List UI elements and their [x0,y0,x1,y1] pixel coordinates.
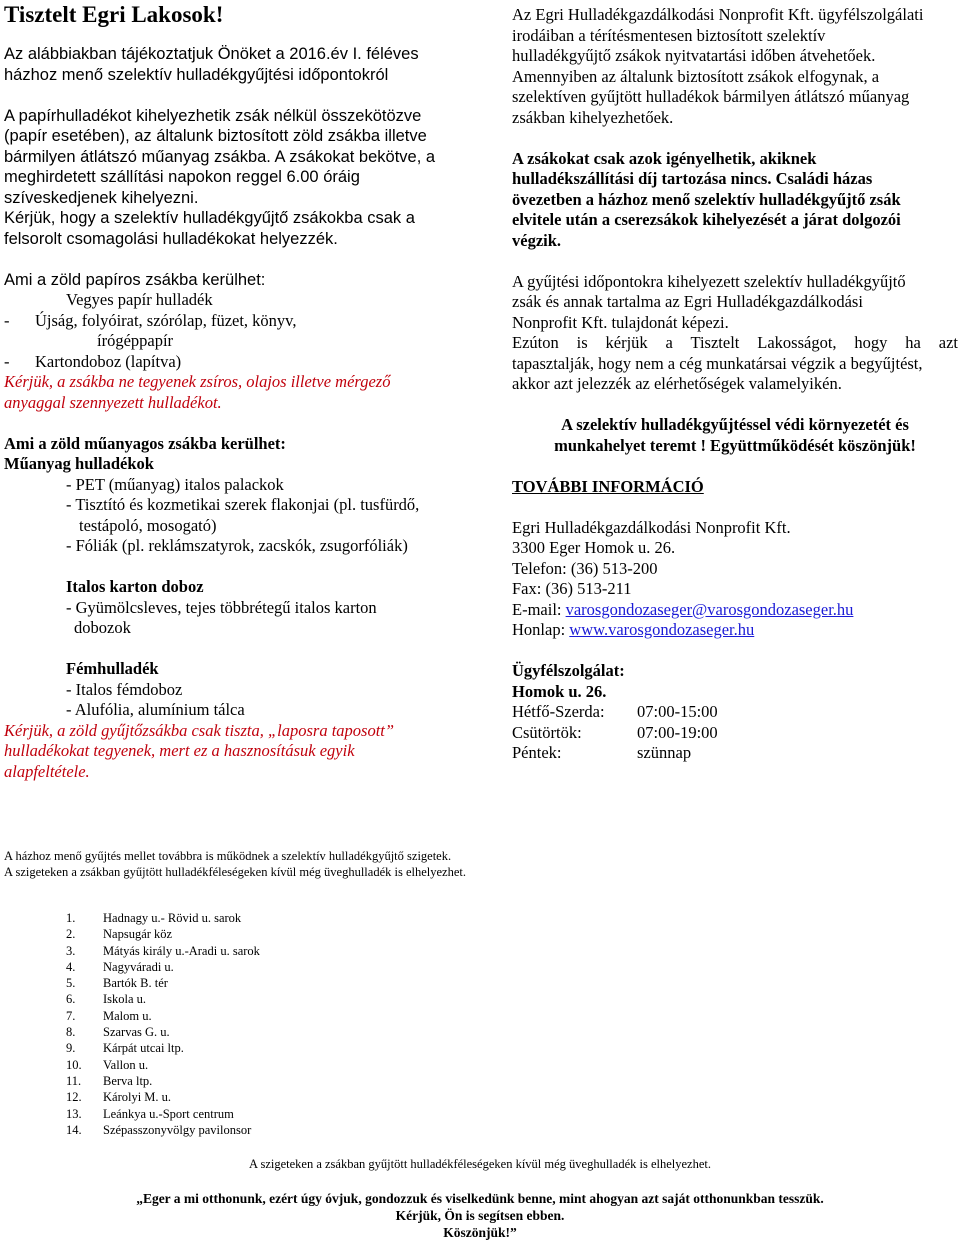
closing-line: Kérjük, Ön is segítsen ebben. [395,1208,565,1223]
ownership-line: akkor azt jelezzék az elérhetőségek valamelyikén. [512,374,842,393]
islands-note-line: A szigeteken a zsákban gyűjtött hulladékféleségeken kívül még üveghulladék is elhelyezhet. [4,865,466,879]
phone-number: Telefon: (36) 513-200 [512,558,658,578]
paper-bag-heading: Ami a zöld papíros zsákba kerülhet: [4,270,266,289]
paper-bag-item-cont: írógéppapír [97,331,174,350]
plastic-bag-warning: alapfeltétele. [4,761,90,781]
eligibility-line: elvitele után a cserezsákok kihelyezését a járat dolgozói [512,210,901,229]
bag-pickup-line: hulladékgyűjtő zsákok nyitvatartási időben átvehetőek. [512,46,876,65]
service-heading: Ügyfélszolgálat: [512,661,625,680]
closing-quote [0,1190,960,1241]
island-number: 5. [66,976,76,991]
islands-note [4,848,954,880]
paper-bag-subheading: Vegyes papír hulladék [66,290,213,309]
paper-info-line: A papírhulladékot kihelyezhetik zsák nélkül összekötözve [4,106,422,125]
bag-pickup-line: Amennyiben az általunk biztosított zsákok elfogynak, a [512,66,880,86]
eligibility-line: A zsákokat csak azok igényelhetik, akiknek [512,148,817,168]
island-number: 6. [66,992,76,1007]
paper-info-paragraph [4,106,480,250]
plastic-bag-section [4,434,480,783]
paper-bag-section [4,270,480,414]
email-row [512,600,958,621]
service-block [512,661,958,764]
email-link[interactable]: varosgondozaseger@varosgondozaseger.hu [565,599,854,619]
hours-row [512,743,718,764]
island-location [66,926,260,942]
paper-bag-warning: Kérjük, a zsákba ne tegyenek zsíros, olajos illetve mérgező [4,372,391,391]
island-number: 1. [66,911,76,925]
island-location [66,1008,260,1024]
ownership-line: Nonprofit Kft. tulajdonát képezi. [512,312,729,332]
ownership-line: Ezúton is kérjük a Tisztelt Lakosságot, hogy ha azt [512,333,958,352]
paper-info-line: felsorolt csomagolási hulladékokat helyezzék. [4,229,338,248]
island-number: 14. [66,1122,82,1137]
bag-pickup-line: Az Egri Hulladékgazdálkodási Nonprofit Kft. ügyfélszolgálati [512,5,924,24]
island-number: 9. [66,1041,76,1056]
island-name: Mátyás király u.-Aradi u. sarok [103,943,260,958]
island-location [66,959,260,975]
web-row [512,620,958,641]
plastic-bag-subheading: Műanyag hulladékok [4,454,154,473]
island-name: Berva ltp. [103,1073,153,1088]
hours-row [512,723,718,744]
web-label: Honlap: [512,620,570,639]
island-number: 11. [66,1073,82,1088]
hours-time: 07:00-15:00 [637,702,718,721]
island-name: Vallon u. [103,1057,149,1072]
hours-day: Hétfő-Szerda: [512,702,605,721]
eligibility-paragraph [512,149,958,252]
email-label: E-mail: [512,599,566,619]
paper-bag-item: - Újság, folyóirat, szórólap, füzet, könyv, [4,310,297,330]
closing-line: „Eger a mi otthonunk, ezért úgy óvjuk, gondozzuk és viselkedünk benne, mint ahogyan azt saját otthonunkban tesszük. [136,1191,824,1206]
island-location [66,1040,260,1056]
island-name: Hadnagy u.- Rövid u. sarok [103,911,242,925]
island-location [66,1106,260,1122]
eligibility-line: végzik. [512,230,562,250]
hours-day: Péntek: [512,743,562,762]
closing-line: Köszönjük!” [443,1225,517,1240]
thanks-line: A szelektív hulladékgyűjtéssel védi környezetét és [561,415,909,434]
island-number: 13. [66,1106,82,1121]
island-name: Napsugár köz [103,927,173,942]
island-name: Leánkya u.-Sport centrum [103,1106,234,1121]
paper-bag-warning: anyaggal szennyezett hulladékot. [4,392,222,412]
company-name: Egri Hulladékgazdálkodási Nonprofit Kft. [512,517,791,537]
plastic-bag-item: - Fóliák (pl. reklámszatyrok, zacskók, zsugorfóliák) [66,536,408,555]
bag-pickup-line: irodáiban a térítésmentesen biztosított szelektív [512,25,826,45]
island-location [66,1089,260,1105]
island-location [66,1073,260,1089]
ownership-line: A gyűjtési időpontokra kihelyezett szelektív hulladékgyűjtő [512,271,906,291]
island-location [66,1057,260,1073]
ownership-line: tapasztalják, hogy nem a cég munkatársai végzik a begyűjtést, [512,353,923,373]
ownership-line: zsák és annak tartalma az Egri Hulladékgazdálkodási [512,292,863,311]
island-number: 12. [66,1090,82,1105]
island-number: 3. [66,943,76,958]
plastic-bag-warning: hulladékokat tegyenek, mert ez a hasznosításuk egyik [4,741,355,760]
bag-pickup-line: szelektíven gyűjtött hulladékok bármilyen átlátszó műanyag [512,87,910,106]
island-name: Szarvas G. u. [103,1025,170,1040]
contact-block [512,518,958,641]
island-name: Bartók B. tér [103,976,168,991]
hours-day: Csütörtök: [512,722,582,742]
plastic-bag-warning: Kérjük, a zöld gyűjtőzsákba csak tiszta, „laposra taposott” [4,720,395,740]
paper-info-line: (papír esetében), az általunk biztosított zöld zsákba illetve [4,127,427,145]
island-number: 7. [66,1008,76,1023]
eligibility-line: hulladékszállítási díj tartozása nincs. Családi házas [512,169,873,188]
web-link[interactable]: www.varosgondozaseger.hu [569,620,755,639]
island-number: 4. [66,959,76,974]
thanks-paragraph [512,415,958,456]
paper-bag-item: - Kartondoboz (lapítva) [4,351,182,371]
island-name: Kárpát utcai ltp. [103,1041,184,1056]
plastic-bag-item: - PET (műanyag) italos palackok [66,474,284,494]
hours-time: szünnap [637,743,692,762]
islands-note-line: A házhoz menő gyűjtés mellet továbbra is működnek a szelektív hulladékgyűjtő szigetek. [4,849,452,863]
bag-pickup-paragraph [512,5,958,128]
paper-info-line: Kérjük, hogy a szelektív hulladékgyűjtő zsákokba csak a [4,209,415,227]
ownership-paragraph [512,272,958,395]
opening-hours-table [512,702,718,764]
island-location [66,910,260,926]
metal-item: - Alufólia, alumínium tálca [66,700,245,719]
metal-item: - Italos fémdoboz [66,679,183,699]
island-location [66,943,260,959]
plastic-bag-item-cont: testápoló, mosogató) [79,515,217,535]
thanks-line: munkahelyet teremt ! Együttműködését köszönjük! [554,435,916,455]
glass-note: A szigeteken a zsákban gyűjtött hulladékféleségeken kívül még üveghulladék is elhelyezhet. [249,1157,711,1171]
island-name: Iskola u. [103,992,147,1007]
carton-item-cont: dobozok [74,618,131,637]
collection-islands-list [66,910,260,1138]
island-number: 10. [66,1057,82,1072]
fax-number: Fax: (36) 513-211 [512,579,632,598]
island-number: 2. [66,927,76,942]
island-name: Károlyi M. u. [103,1090,172,1105]
paper-info-line: szíveskedjenek kihelyezni. [4,188,199,207]
island-number: 8. [66,1025,76,1040]
paper-info-line: bármilyen átlátszó műanyag zsákba. A zsákokat bekötve, a [4,147,436,166]
bag-pickup-line: zsákban kihelyezhetőek. [512,107,674,127]
more-info-heading: TOVÁBBI INFORMÁCIÓ [512,476,704,496]
island-name: Szépasszonyvölgy pavilonsor [103,1122,252,1137]
left-column [4,0,480,782]
island-name: Nagyváradi u. [103,959,174,974]
intro-line: házhoz menő szelektív hulladékgyűjtési időpontokról [4,65,389,84]
plastic-bag-heading: Ami a zöld műanyagos zsákba kerülhet: [4,433,286,453]
island-location [66,1024,260,1040]
eligibility-line: övezetben a házhoz menő szelektív hulladékgyűjtő zsák [512,189,901,209]
island-location [66,1122,260,1138]
intro-line: Az alábbiakban tájékoztatjuk Önöket a 2016.év I. féléves [4,45,419,63]
service-address: Homok u. 26. [512,681,607,701]
carton-heading: Italos karton doboz [66,577,204,596]
page-title: Tisztelt Egri Lakosok! [4,2,224,27]
intro-paragraph [4,44,480,85]
hours-time: 07:00-19:00 [637,722,718,742]
plastic-bag-item: - Tisztító és kozmetikai szerek flakonjai (pl. tusfürdő, [66,495,420,514]
island-name: Malom u. [103,1008,152,1023]
company-address: 3300 Eger Homok u. 26. [512,538,676,557]
island-location [66,991,260,1007]
right-column [512,5,958,764]
hours-row [512,702,718,723]
carton-item: - Gyümölcsleves, tejes többrétegű italos karton [66,597,377,617]
island-location [66,975,260,991]
metal-heading: Fémhulladék [66,659,159,678]
paper-info-line: meghirdetett szállítási napokon reggel 6.00 óráig [4,168,360,186]
